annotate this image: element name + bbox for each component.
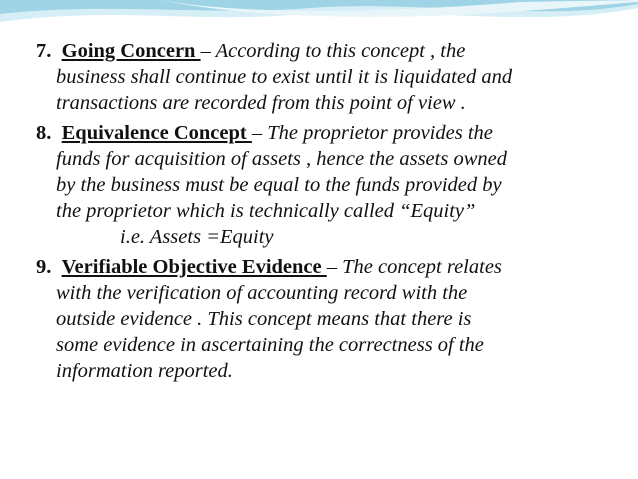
item-number: 9. bbox=[36, 256, 52, 278]
item-text-line: outside evidence . This concept means that there is bbox=[56, 308, 472, 330]
item-text-line: information reported. bbox=[56, 360, 233, 382]
item-text-line: – The concept relates bbox=[326, 256, 502, 278]
item-number: 7. bbox=[36, 40, 52, 62]
concept-item-going-concern bbox=[36, 38, 626, 116]
item-text-line: transactions are recorded from this point of view . bbox=[56, 92, 466, 114]
header-wave-decoration bbox=[0, 0, 638, 42]
concept-term: Going Concern bbox=[61, 40, 201, 62]
concept-term: Equivalence Concept bbox=[61, 122, 252, 144]
equation-line: i.e. Assets =Equity bbox=[120, 226, 274, 248]
item-text-line: by the business must be equal to the funds provided by bbox=[56, 174, 502, 196]
concept-item-equivalence bbox=[36, 120, 626, 250]
item-text-line: – According to this concept , the bbox=[200, 40, 466, 62]
item-text-line: some evidence in ascertaining the correctness of the bbox=[56, 334, 484, 356]
item-text-line: – The proprietor provides the bbox=[251, 122, 493, 144]
item-text-line: funds for acquisition of assets , hence the assets owned bbox=[56, 148, 507, 170]
item-text-line: the proprietor which is technically called “Equity” bbox=[56, 200, 476, 222]
item-text-line: business shall continue to exist until it is liquidated and bbox=[56, 66, 513, 88]
item-text-line: with the verification of accounting record with the bbox=[56, 282, 468, 304]
concept-term: Verifiable Objective Evidence bbox=[61, 256, 327, 278]
item-number: 8. bbox=[36, 122, 52, 144]
slide-content bbox=[36, 38, 626, 384]
concept-item-verifiable-evidence bbox=[36, 254, 626, 384]
